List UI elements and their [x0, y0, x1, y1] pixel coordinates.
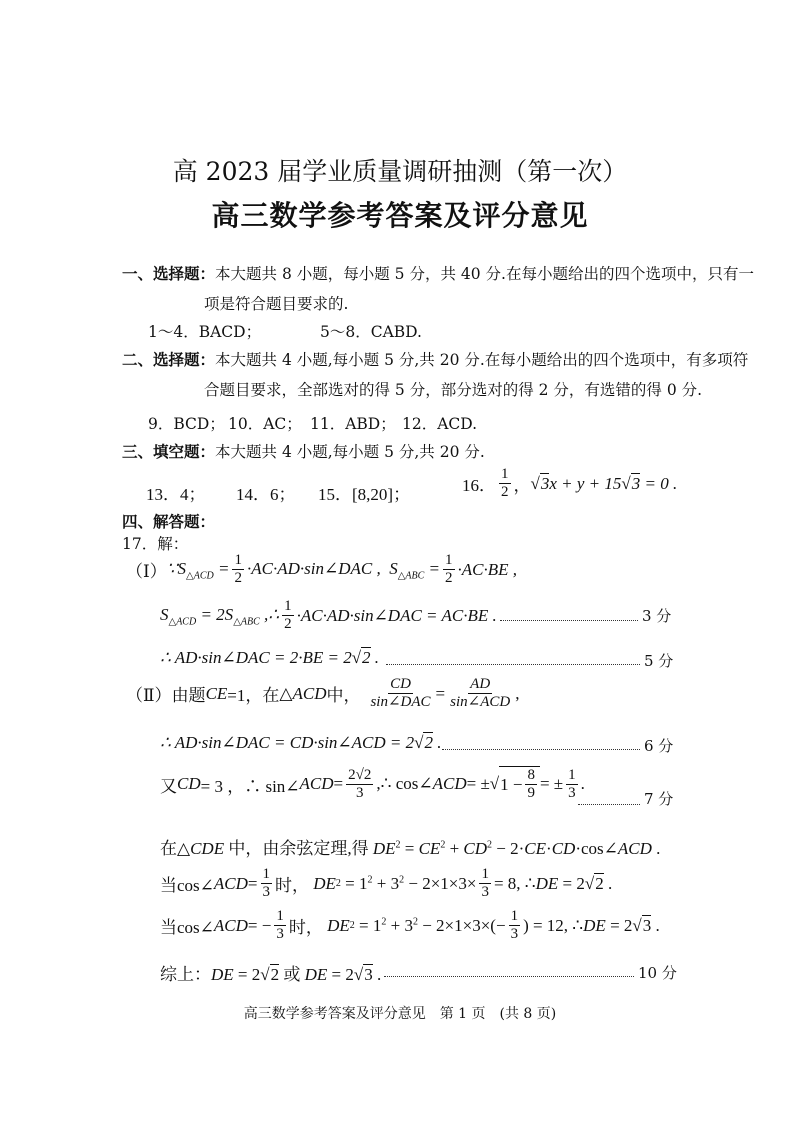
score-leader-6 — [442, 749, 640, 750]
section-3-heading — [122, 440, 485, 462]
section-2-label: 二、选择题： — [122, 350, 216, 369]
score-6: 6 分 — [644, 737, 674, 755]
exam-title: 高 2023 届学业质量调研抽测（第一次） — [172, 157, 628, 186]
fraction-numerator: 1 — [499, 466, 511, 484]
part1-line1: （Ⅰ） $\because S_{\triangle ACD}$ = $\frac{1}{2}$ ·AC·AD·sin∠DAC , $S_{\triangle ABC}$ = $\frac{1}{2}$ ·AC·BE , — [126, 552, 518, 587]
answer-9: 9．BCD； — [148, 415, 225, 433]
section-3-desc: 本大题共 4 小题,每小题 5 分,共 20 分. — [215, 443, 485, 461]
equation-middle: x + y + 15 — [549, 473, 622, 493]
answer-16-label: 16． — [462, 476, 496, 496]
section-2-heading — [122, 348, 748, 370]
answer-10: 10．AC； — [228, 415, 302, 433]
half-fraction-3: $\frac{1}{2}$ — [284, 598, 292, 633]
score-leader-7 — [578, 804, 640, 805]
section-2-desc-line2: 合题目要求，全部选对的得 5 分，部分选对的得 2 分，有选错的得 0 分. — [204, 381, 703, 399]
answer-16-fraction — [499, 466, 511, 502]
half-fraction: $\frac{1}{2}$ — [234, 552, 242, 587]
part2-label: （Ⅱ） — [126, 686, 172, 706]
score-3: 3 分 — [642, 607, 672, 625]
section-1-heading — [122, 262, 754, 284]
cos-value-fraction: $\frac{1}{3}$ — [568, 766, 576, 801]
score-5: 5 分 — [644, 652, 674, 670]
score-leader-5 — [386, 664, 640, 665]
case1-fraction-2: $\frac{1}{3}$ — [481, 866, 489, 901]
summary-line: 综上：DE = 2√2 或 DE = 2√3 . — [160, 965, 382, 984]
answer-13: 13．4； — [146, 485, 206, 504]
score-leader-3 — [500, 620, 638, 621]
law-of-sines-right: $\frac{AD}{\text{sin∠ACD}}$ — [450, 676, 511, 711]
law-of-cosines-line: 在△CDE 中，由余弦定理,得 $DE^2 = CE^2 + CD^2$ − 2·CE·CD·cos∠ACD . — [160, 839, 661, 858]
sqrt-value-2: 3 — [631, 473, 641, 493]
answer-12: 12．ACD. — [402, 415, 478, 433]
part2-line3: 又 CD = 3 ，∴ sin∠ ACD = $\frac{2√2}{3}$ ,∴ cos∠ ACD = ±√ 1 − $\frac{8}{9}$ = ± $\frac{1}{3}$ . — [160, 766, 585, 802]
equation-end: = 0 . — [644, 473, 678, 493]
case-positive-cos: 当cos∠ ACD = $\frac{1}{3}$ 时， DE 2 = $1^2 + 3^2 - 2\times 1\times 3\times$ $\frac{1}{3}$ = 8, ∴ DE = 2√2 . — [160, 866, 613, 901]
case1-fraction: $\frac{1}{3}$ — [262, 866, 270, 901]
page-footer: 高三数学参考答案及评分意见 第 1 页 (共 8 页) — [243, 1006, 557, 1022]
case2-fraction: $\frac{1}{3}$ — [276, 908, 284, 943]
section-3-label: 三、填空题： — [122, 442, 216, 461]
law-of-sines-left: $\frac{CD}{\text{sin∠DAC}}$ — [370, 676, 431, 711]
part2-line2: ∴ AD·sin∠DAC = CD·sin∠ACD = 2√2 . — [160, 733, 442, 752]
answer-15: 15．[8,20]； — [318, 485, 411, 504]
sqrt-expression: 1 − $\frac{8}{9}$ — [499, 766, 540, 803]
section-1-desc: 本大题共 8 小题，每小题 5 分，共 40 分.在每小题给出的四个选项中，只有一 — [215, 265, 754, 283]
part1-line2: $S_{\triangle ACD} = 2S_{\triangle ABC}$ ,∴ $\frac{1}{2}$ ·AC·AD·sin∠DAC = AC·BE . — [160, 598, 497, 633]
section-1-desc-line2: 项是符合题目要求的. — [204, 295, 349, 313]
score-7: 7 分 — [644, 790, 674, 808]
half-fraction-2: $\frac{1}{2}$ — [445, 552, 453, 587]
problem-17-label: 17．解： — [122, 535, 189, 553]
answer-16-equation: √3x + y + 15√3 = 0 . — [530, 473, 678, 493]
section-4-label: 四、解答题： — [122, 512, 216, 531]
answer-14: 14．6； — [236, 485, 296, 504]
part1-line3: ∴ AD·sin∠DAC = 2·BE = 2√2 . — [160, 648, 380, 667]
section-2-desc: 本大题共 4 小题,每小题 5 分,共 20 分.在每小题给出的四个选项中，有多项符 — [215, 351, 749, 369]
section-1-answers-b: 5～8．CABD. — [320, 323, 422, 341]
fraction-denominator: 2 — [501, 484, 509, 501]
score-leader-10 — [384, 976, 634, 977]
part1-label: （Ⅰ） — [126, 562, 167, 582]
case2-fraction-2: $\frac{1}{3}$ — [510, 908, 519, 943]
sin-acd-fraction: $\frac{2√2}{3}$ — [348, 766, 372, 801]
part2-line1: （Ⅱ） 由题 CE =1，在 △ACD 中， $\frac{CD}{\text{sin∠DAC}}$ = $\frac{AD}{\text{sin∠ACD}}$ , — [126, 676, 520, 711]
case-negative-cos: 当cos∠ ACD = − $\frac{1}{3}$ 时， DE 2 = $1^2 + 3^2 - 2\times 1\times 3\times(-$ $\frac{1}{3}$ ) = 12, ∴ DE = 2√3 . — [160, 908, 660, 943]
section-1-answers-a: 1～4．BACD； — [148, 323, 262, 341]
section-1-label: 一、选择题： — [122, 264, 216, 283]
answer-16: 16． $\frac{1}{2}$ ， √3x + y + 15√3 = 0 . — [462, 466, 678, 501]
sqrt-value: 3 — [540, 473, 550, 493]
answer-key-title: 高三数学参考答案及评分意见 — [211, 199, 589, 232]
answer-11: 11．ABD； — [310, 415, 396, 433]
score-10: 10 分 — [638, 964, 677, 982]
